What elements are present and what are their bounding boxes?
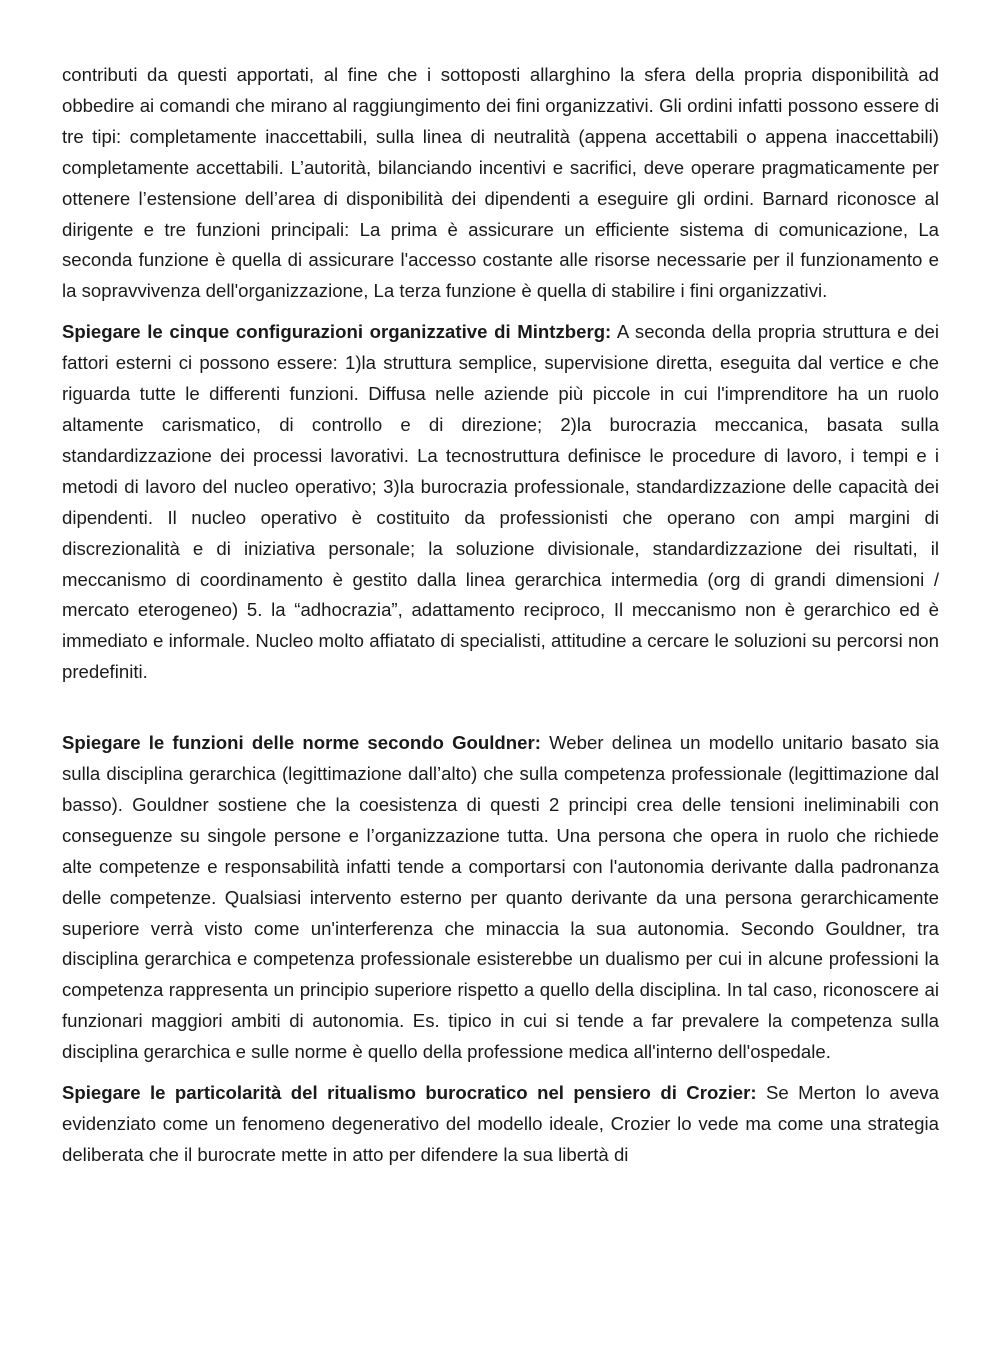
paragraph-barnard <box>62 60 939 307</box>
paragraph-heading: Spiegare le particolarità del ritualismo burocratico nel pensiero di Crozier: <box>62 1082 757 1104</box>
paragraph-heading: Spiegare le cinque configurazioni organizzative di Mintzberg: <box>62 321 612 343</box>
paragraph-body: contributi da questi apportati, al fine che i sottoposti allarghino la sfera della propria disponibilità ad obbedire ai comandi che mirano al raggiungimento dei fini organizzativi. Gli ordini infatti possono essere di tre tipi: completamente inaccettabili, sulla linea di neutralità (appena accettabili o appena inaccettabili) completamente accettabili. L’autorità, bilanciando incentivi e sacrifici, deve operare pragmaticamente per ottenere l’estensione dell’area di disponibilità dei dipendenti a eseguire gli ordini. Barnard riconosce al dirigente e tre funzioni principali: La prima è assicurare un efficiente sistema di comunicazione, La seconda funzione è quella di assicurare l'accesso costante alle risorse necessarie per il funzionamento e la sopravvivenza dell'organizzazione, La terza funzione è quella di stabilire i fini organizzativi. <box>62 64 939 302</box>
paragraph-mintzberg <box>62 317 939 688</box>
paragraph-body: A seconda della propria struttura e dei fattori esterni ci possono essere: 1)la struttura semplice, supervisione diretta, eseguita dal vertice e che riguarda tutte le differenti funzioni. Diffusa nelle aziende più piccole in cui l'imprenditore ha un ruolo altamente carismatico, di controllo e di direzione; 2)la burocrazia meccanica, basata sulla standardizzazione dei processi lavorativi. La tecnostruttura definisce le procedure di lavoro, i tempi e i metodi di lavoro del nucleo operativo; 3)la burocrazia professionale, standardizzazione delle capacità dei dipendenti. Il nucleo operativo è costituito da professionisti che operano con ampi margini di discrezionalità e di iniziativa personale; la soluzione divisionale, standardizzazione dei risultati, il meccanismo di coordinamento è gestito dalla linea gerarchica intermedia (org di grandi dimensioni / mercato eterogeneo) 5. la “adhocrazia”, adattamento reciproco, Il meccanismo non è gerarchico ed è immediato e informale. Nucleo molto affiatato di specialisti, attitudine a cercare le soluzioni su percorsi non predefiniti. <box>62 321 939 683</box>
paragraph-heading: Spiegare le funzioni delle norme secondo Gouldner: <box>62 732 541 754</box>
paragraph-gouldner <box>62 728 939 1068</box>
document-page <box>62 60 939 1181</box>
paragraph-body: Weber delinea un modello unitario basato sia sulla disciplina gerarchica (legittimazione dall’alto) che sulla competenza professionale (legittimazione dal basso). Gouldner sostiene che la coesistenza di questi 2 principi crea delle tensioni ineliminabili con conseguenze su singole persone e l’organizzazione tutta. Una persona che opera in ruolo che richiede alte competenze e responsabilità infatti tende a comportarsi con l'autonomia derivante dalla padronanza delle competenze. Qualsiasi intervento esterno per quanto derivante da una persona gerarchicamente superiore verrà visto come un'interferenza che minaccia la sua autonomia. Secondo Gouldner, tra disciplina gerarchica e competenza professionale esisterebbe un dualismo per cui in alcune professioni la competenza rappresenta un principio superiore rispetto a quello della disciplina. In tal caso, riconoscere ai funzionari maggiori ambiti di autonomia. Es. tipico in cui si tende a far prevalere la competenza sulla disciplina gerarchica e sulle norme è quello della professione medica all'interno dell'ospedale. <box>62 732 939 1063</box>
paragraph-crozier <box>62 1078 939 1171</box>
paragraph-body: Se Merton lo aveva evidenziato come un fenomeno degenerativo del modello ideale, Crozier lo vede ma come una strategia deliberata che il burocrate mette in atto per difendere la sua libertà di <box>62 1082 939 1165</box>
